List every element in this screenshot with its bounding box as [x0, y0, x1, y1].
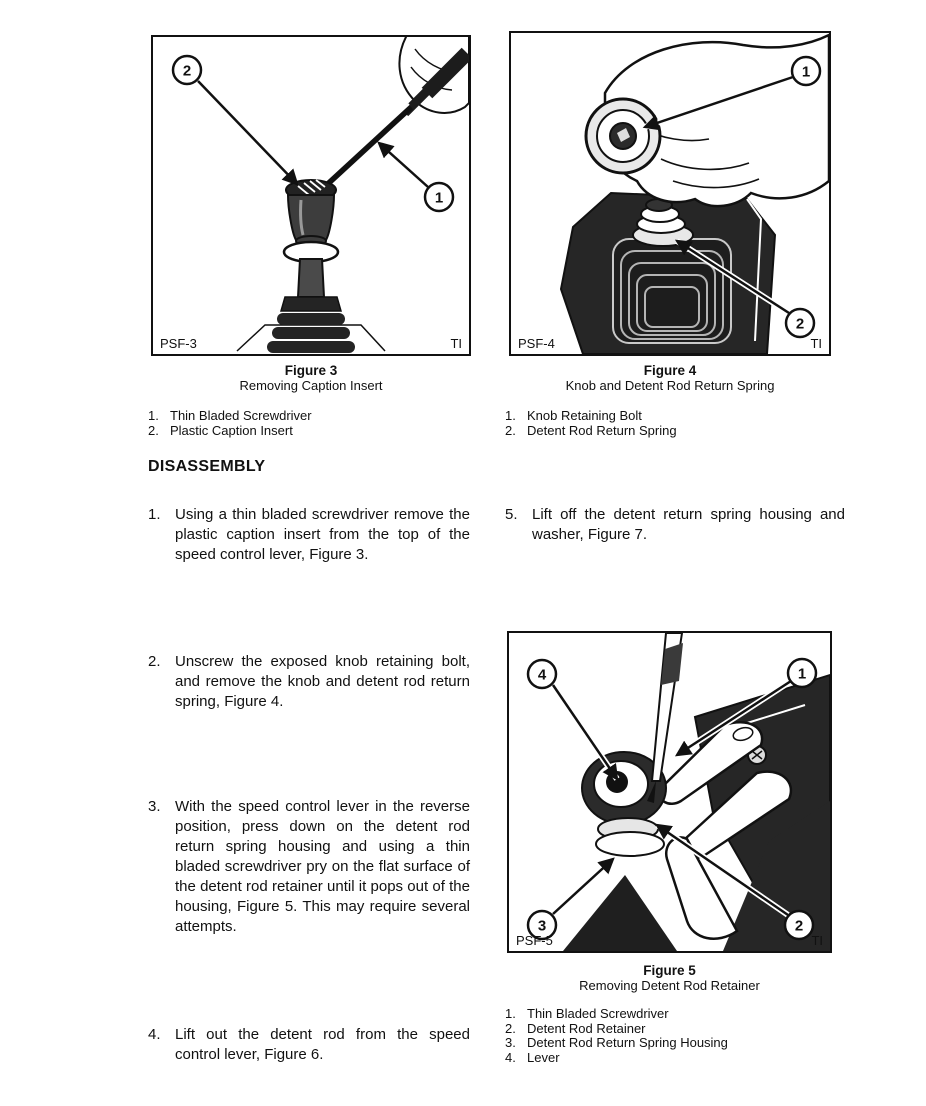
- legend-item: 3. Detent Rod Return Spring Housing: [505, 1035, 728, 1051]
- figure3-title: Figure 3: [284, 363, 338, 378]
- figure3-illustration: [153, 37, 469, 354]
- plate-label: PSF-3: [160, 336, 197, 351]
- legend-item: 2. Detent Rod Retainer: [505, 1020, 646, 1036]
- step-item-2: 2. Unscrew the exposed knob retaining bolt, and remove the knob and detent rod return spring, Figure 4.: [148, 653, 470, 710]
- figure4-subtitle: Knob and Detent Rod Return Spring: [565, 378, 775, 393]
- legend-item: 2. Plastic Caption Insert: [148, 422, 293, 438]
- legend-item: 1. Knob Retaining Bolt: [505, 408, 642, 423]
- svg-text:2: 2: [794, 917, 804, 935]
- legend-item: 4. Lever: [505, 1049, 560, 1065]
- figure4-title: Figure 4: [643, 363, 697, 378]
- legend-item: 1. Thin Bladed Screwdriver: [505, 1006, 669, 1021]
- svg-text:4: 4: [537, 666, 547, 684]
- figure4-frame: [509, 31, 831, 356]
- figure3-frame: [151, 35, 471, 356]
- figure3-caption: [151, 363, 471, 393]
- hand-icon: [399, 37, 469, 113]
- plate-label: PSF-4: [518, 336, 555, 351]
- callout-2-badge: [173, 56, 297, 184]
- figure5-frame: [507, 631, 832, 953]
- knob-bolt-icon: [586, 99, 660, 173]
- figure4-illustration: [511, 33, 829, 354]
- svg-text:1: 1: [801, 63, 811, 81]
- legend-item: 1. Thin Bladed Screwdriver: [148, 408, 312, 423]
- figure5-caption: [507, 963, 832, 993]
- figure3-subtitle: Removing Caption Insert: [239, 378, 383, 393]
- corner-label: TI: [810, 336, 822, 351]
- step-item-1: 1. Using a thin bladed screwdriver remove the plastic caption insert from the top of the speed control lever, Figure 3.: [148, 506, 470, 563]
- figure5-subtitle: Removing Detent Rod Retainer: [579, 978, 760, 993]
- callout-4-badge: [528, 660, 617, 779]
- figure3-legend: [148, 409, 470, 438]
- figure4-caption: [509, 363, 831, 393]
- svg-text:2: 2: [795, 315, 805, 333]
- shift-boot-icon: [613, 239, 731, 343]
- step-item-4: 4. Lift out the detent rod from the speed control lever, Figure 6.: [148, 1026, 470, 1063]
- legend-item: 2. Detent Rod Return Spring: [505, 422, 677, 438]
- figure5-illustration: [509, 633, 830, 951]
- figure5-title: Figure 5: [643, 963, 696, 978]
- svg-text:1: 1: [434, 189, 444, 207]
- figure5-legend: [505, 1007, 845, 1065]
- corner-label: TI: [811, 933, 823, 948]
- corner-label: TI: [450, 336, 462, 351]
- svg-text:2: 2: [182, 62, 192, 80]
- svg-text:1: 1: [797, 665, 807, 683]
- callout-1-badge: [379, 143, 453, 211]
- gear-lever-icon: [237, 180, 385, 353]
- step-item-3: 3. With the speed control lever in the reverse position, press down on the detent rod return spring housing and using a thin bladed screwdriver pry on the flat surface of the detent rod retainer until it pops out of the housing, Figure 5. This may require several attempts.: [148, 798, 470, 935]
- figure4-legend: [505, 409, 835, 438]
- plate-label: PSF-5: [516, 933, 553, 948]
- section-heading: DISASSEMBLY: [148, 458, 266, 475]
- step-item-5: 5. Lift off the detent return spring housing and washer, Figure 7.: [505, 506, 845, 543]
- screwdriver-icon: [321, 53, 467, 188]
- svg-text:3: 3: [537, 917, 547, 935]
